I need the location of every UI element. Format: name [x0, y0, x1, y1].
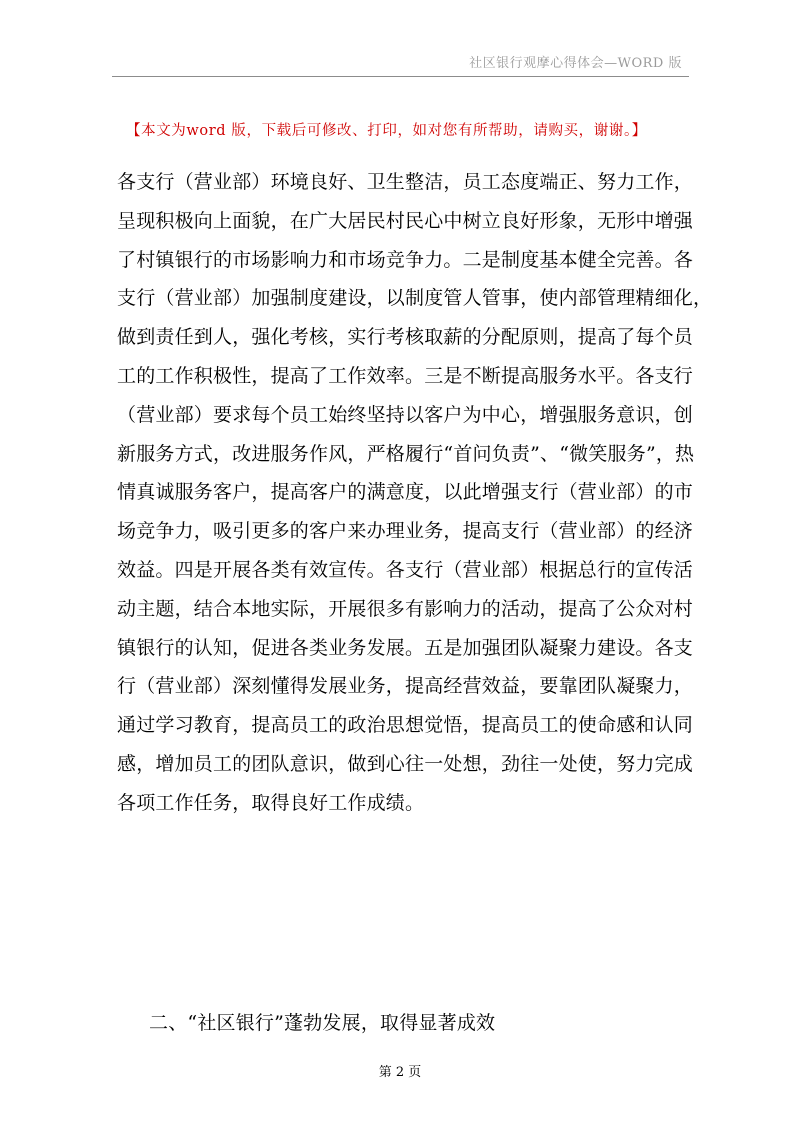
body-line: （营业部）要求每个员工始终坚持以客户为中心，增强服务意识，创 [117, 403, 694, 426]
body-line: 了村镇银行的市场影响力和市场竞争力。二是制度基本健全完善。各 [117, 248, 694, 271]
body-line: 动主题，结合本地实际，开展很多有影响力的活动，提高了公众对村 [117, 597, 694, 620]
body-line: 新服务方式，改进服务作风，严格履行“首问负责”、“微笑服务”，热 [117, 442, 695, 465]
body-line: 工的工作积极性，提高了工作效率。三是不断提高服务水平。各支行 [117, 364, 694, 387]
page-number: 第 2 页 [378, 1065, 422, 1080]
header-divider [112, 76, 689, 77]
body-line: 支行（营业部）加强制度建设，以制度管人管事，使内部管理精细化， [117, 287, 713, 310]
body-line: 效益。四是开展各类有效宣传。各支行（营业部）根据总行的宣传活 [117, 558, 694, 581]
body-line: 各支行（营业部）环境良好、卫生整洁，员工态度端正、努力工作， [117, 171, 694, 193]
body-paragraph [117, 163, 713, 823]
body-line: 情真诚服务客户，提高客户的满意度，以此增强支行（营业部）的市 [117, 481, 694, 504]
body-line: 做到责任到人，强化考核，实行考核取薪的分配原则，提高了每个员 [117, 326, 694, 349]
body-line: 感，增加员工的团队意识，做到心往一处想，劲往一处使，努力完成 [117, 752, 694, 775]
body-line: 行（营业部）深刻懂得发展业务，提高经营效益，要靠团队凝聚力， [117, 675, 694, 698]
purchase-notice: 【本文为word 版，下载后可修改、打印，如对您有所帮助，请购买，谢谢。】 [126, 123, 647, 139]
body-line: 镇银行的认知，促进各类业务发展。五是加强团队凝聚力建设。各支 [117, 636, 694, 659]
body-line: 通过学习教育，提高员工的政治思想觉悟，提高员工的使命感和认同 [117, 714, 694, 737]
section-heading: 二、“社区银行”蓬勃发展，取得显著成效 [149, 1012, 496, 1034]
body-line: 场竞争力，吸引更多的客户来办理业务，提高支行（营业部）的经济 [117, 520, 694, 543]
body-line: 呈现积极向上面貌，在广大居民村民心中树立良好形象，无形中增强 [117, 209, 694, 232]
page-header-title: 社区银行观摩心得体会—WORD 版 [469, 56, 682, 71]
body-line: 各项工作任务，取得良好工作成绩。 [117, 791, 425, 814]
